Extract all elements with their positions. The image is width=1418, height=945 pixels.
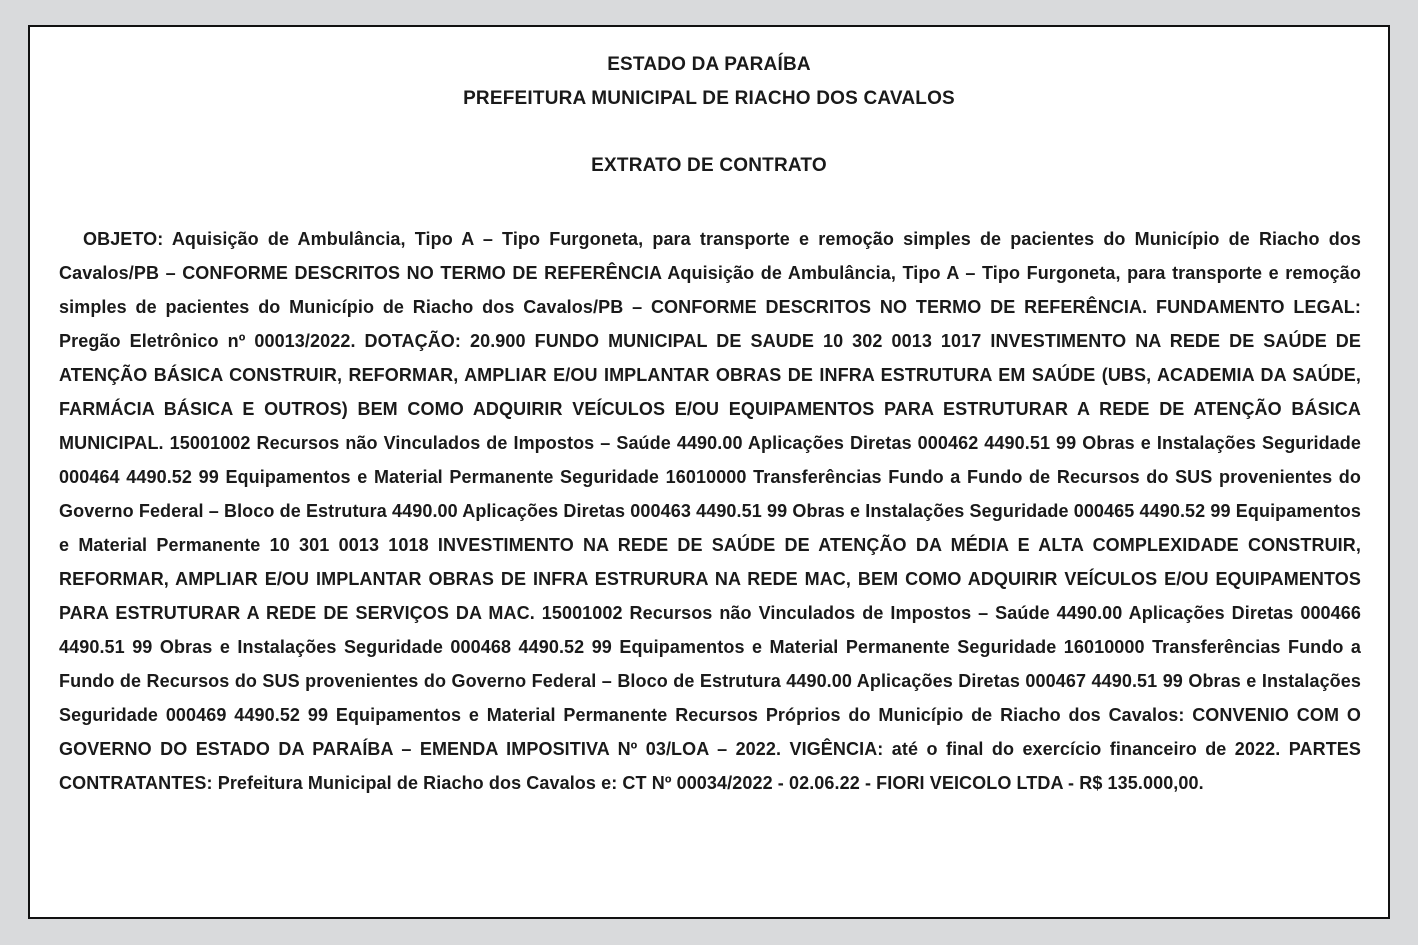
contract-body-text: OBJETO: Aquisição de Ambulância, Tipo A – Tipo Furgoneta, para transporte e remoção simples de pacientes do Município de Riacho dos Cavalos/PB – CONFORME DESCRITOS NO TERMO DE REFERÊNCIA Aquisição de Ambulância, Tipo A – Tipo Furgoneta, para transporte e remoção simples de pacientes do Município de Riacho dos Cavalos/PB – CONFORME DESCRITOS NO TERMO DE REFERÊNCIA. FUNDAMENTO LEGAL: Pregão Eletrônico nº 00013/2022. DOTAÇÃO: 20.900 FUNDO MUNICIPAL DE SAUDE 10 302 0013 1017 INVESTIMENTO NA REDE DE SAÚDE DE ATENÇÃO BÁSICA CONSTRUIR, REFORMAR, AMPLIAR E/OU IMPLANTAR OBRAS DE INFRA ESTRUTURA EM SAÚDE (UBS, ACADEMIA DA SAÚDE, FARMÁCIA BÁSICA E OUTROS) BEM COMO ADQUIRIR VEÍCULOS E/OU EQUIPAMENTOS PARA ESTRUTURAR A REDE DE ATENÇÃO BÁSICA MUNICIPAL. 15001002 Recursos não Vinculados de Impostos – Saúde 4490.00 Aplicações Diretas 000462 4490.51 99 Obras e Instalações Seguridade 000464 4490.52 99 Equipamentos e Material Permanente Seguridade 16010000 Transferências Fundo a Fundo de Recursos do SUS provenientes do Governo Federal – Bloco de Estrutura 4490.00 Aplicações Diretas 000463 4490.51 99 Obras e Instalações Seguridade 000465 4490.52 99 Equipamentos e Material Permanente 10 301 0013 1018 INVESTIMENTO NA REDE DE SAÚDE DE ATENÇÃO DA MÉDIA E ALTA COMPLEXIDADE CONSTRUIR, REFORMAR, AMPLIAR E/OU IMPLANTAR OBRAS DE INFRA ESTRURURA NA REDE MAC, BEM COMO ADQUIRIR VEÍCULOS E/OU EQUIPAMENTOS PARA ESTRUTURAR A REDE DE SERVIÇOS DA MAC. 15001002 Recursos não Vinculados de Impostos – Saúde 4490.00 Aplicações Diretas 000466 4490.51 99 Obras e Instalações Seguridade 000468 4490.52 99 Equipamentos e Material Permanente Seguridade 16010000 Transferências Fundo a Fundo de Recursos do SUS provenientes do Governo Federal – Bloco de Estrutura 4490.00 Aplicações Diretas 000467 4490.51 99 Obras e Instalações Seguridade 000469 4490.52 99 Equipamentos e Material Permanente Recursos Próprios do Município de Riacho dos Cavalos: CONVENIO COM O GOVERNO DO ESTADO DA PARAÍBA – EMENDA IMPOSITIVA Nº 03/LOA – 2022. VIGÊNCIA: até o final do exercício financeiro de 2022. PARTES CONTRATANTES: Prefeitura Municipal de Riacho dos Cavalos e: CT Nº 00034/2022 - 02.06.22 - FIORI VEICOLO LTDA - R$ 135.000,00. [59, 229, 1361, 793]
document-frame [28, 25, 1390, 919]
state-heading: ESTADO DA PARAÍBA [607, 54, 811, 75]
municipality-heading: PREFEITURA MUNICIPAL DE RIACHO DOS CAVALOS [463, 88, 955, 109]
document-title: EXTRATO DE CONTRATO [591, 155, 827, 176]
